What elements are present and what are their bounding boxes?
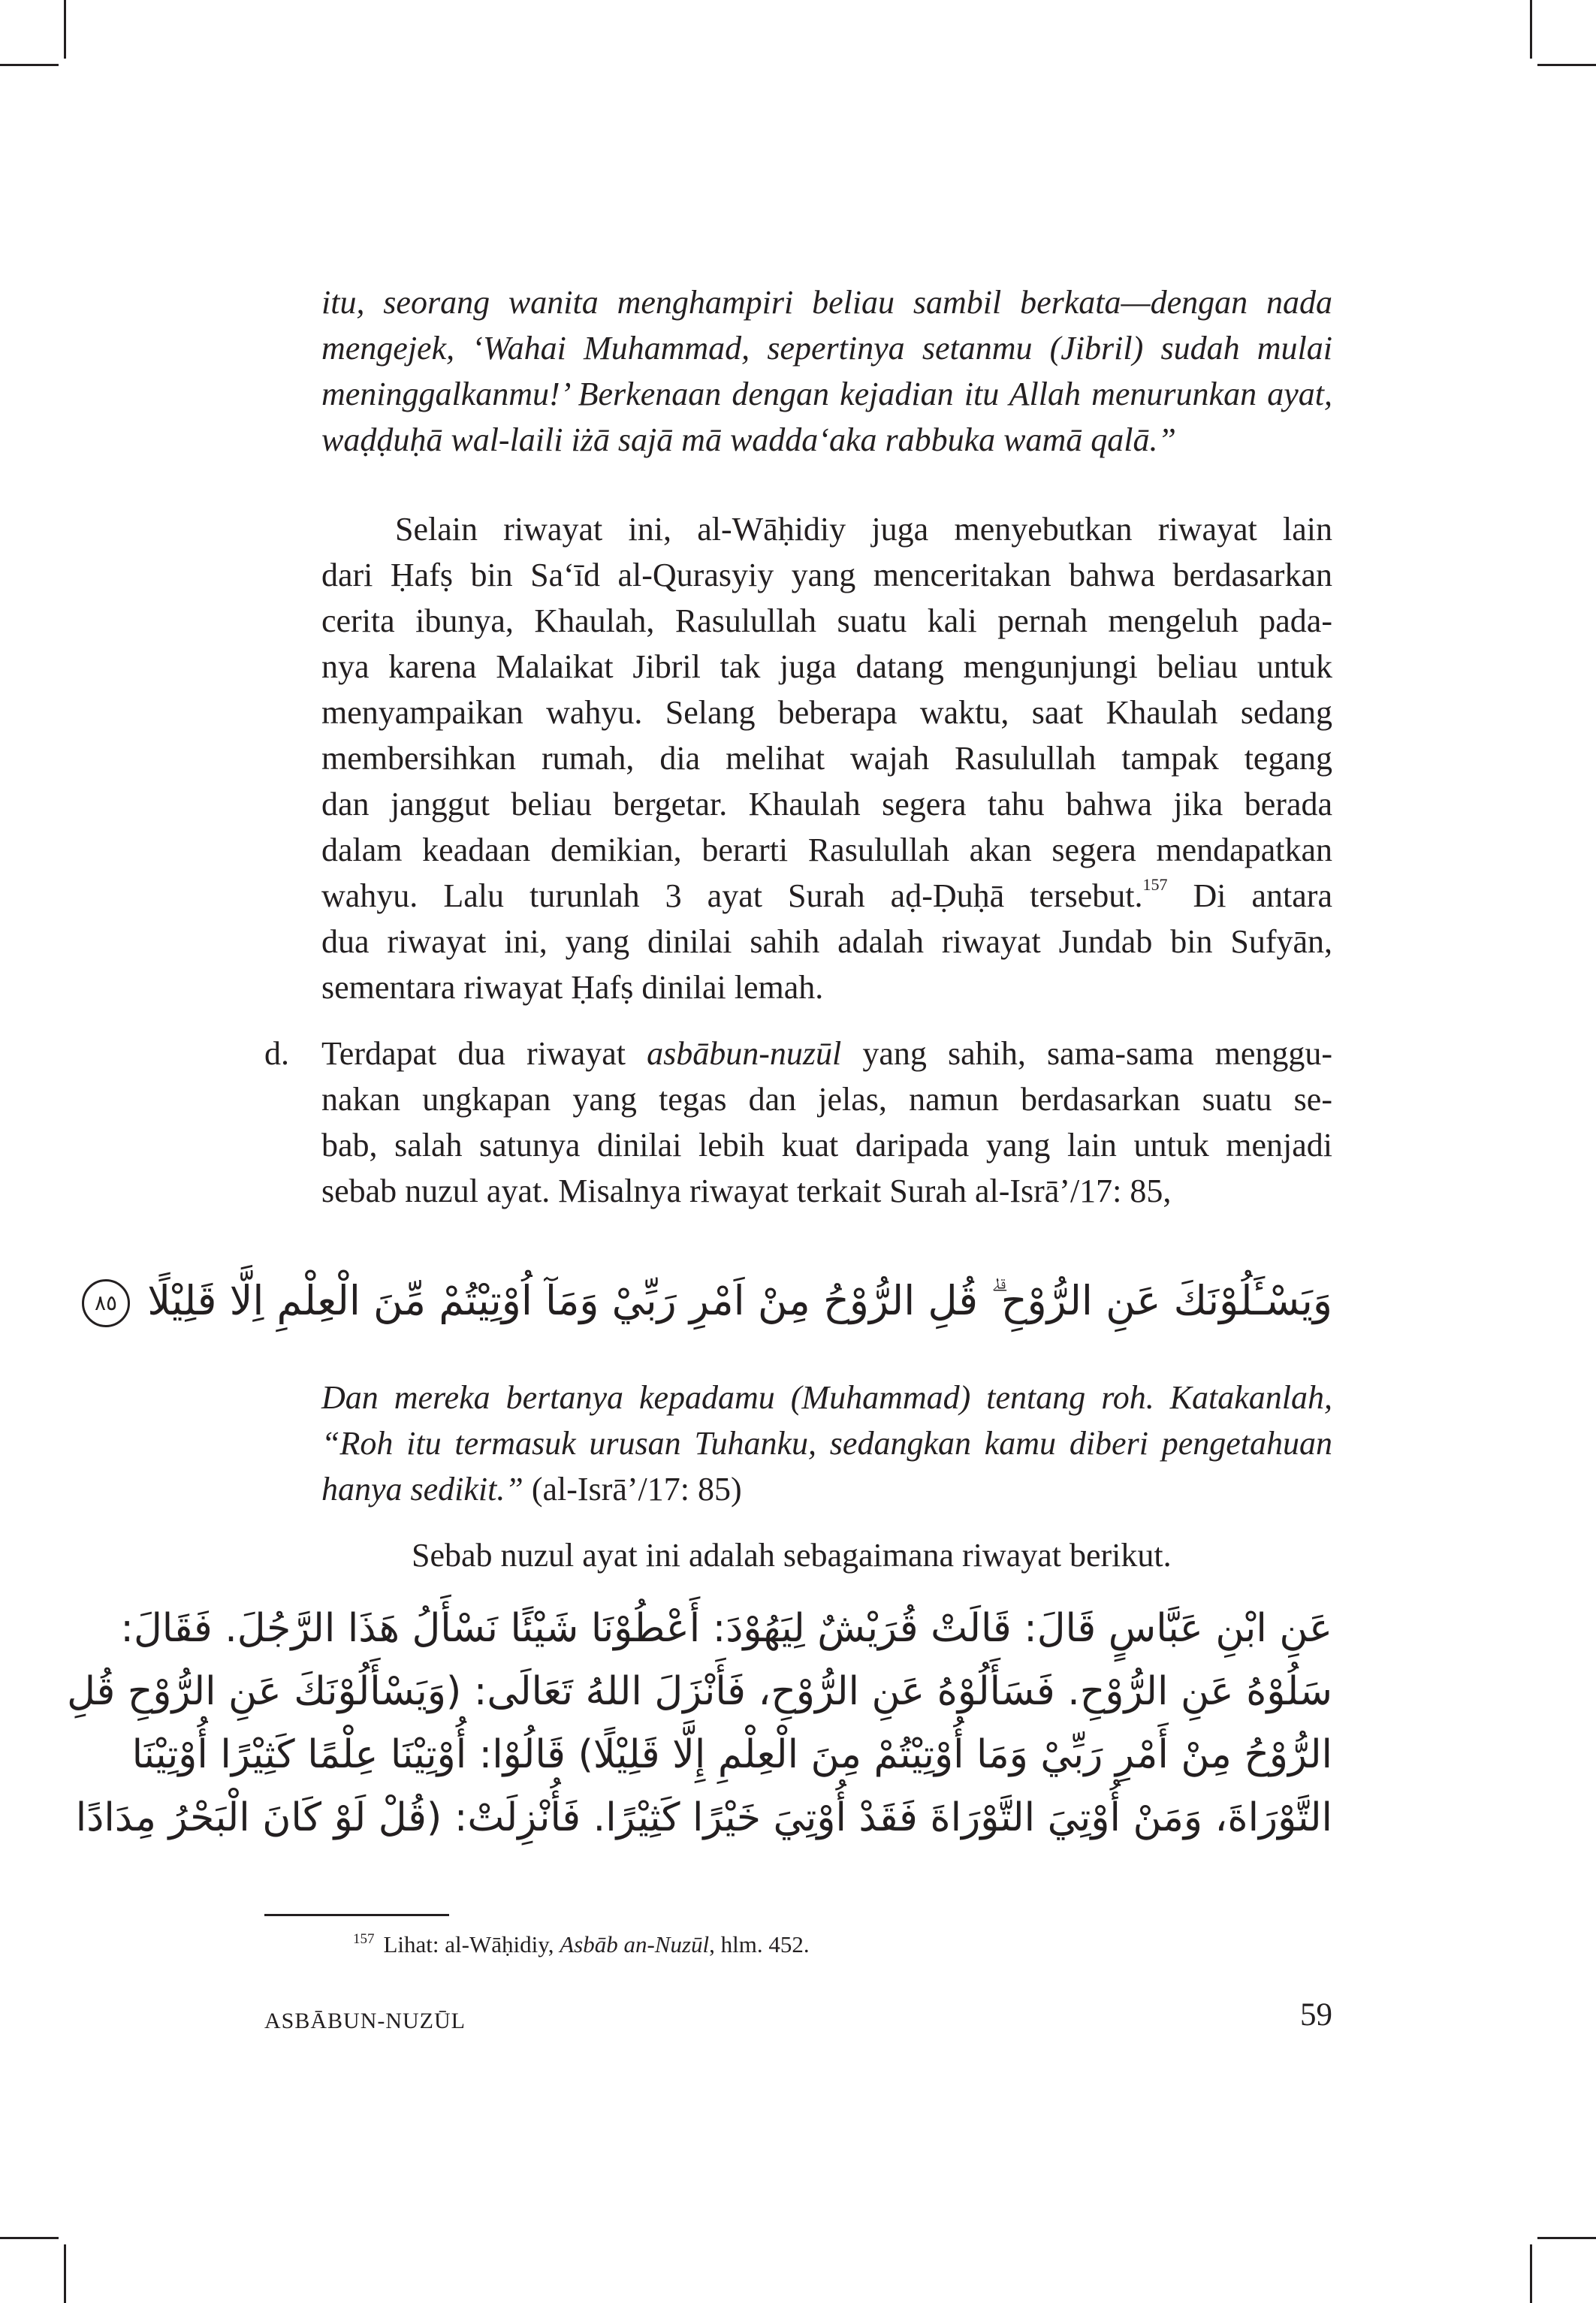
text-segment: Terdapat dua riwayat [321,1035,647,1072]
text-line: nakan ungkapan yang tegas dan jelas, namun berdasarkan suatu se- [321,1081,1332,1118]
verse-citation: (al-Isrā’/17: 85) [523,1471,742,1508]
italic-term: asbābun-nuzūl [647,1035,842,1072]
intro-sentence [321,1532,1332,1578]
arabic-line: عَنِ ابْنِ عَبَّاسٍ قَالَ: قَالَتْ قُرَيْشٌ لِيَهُوْدَ: أَعْطُوْنَا شَيْئًا نَسْأَلُ هَذَا الرَّجُلَ. فَقَالَ: [120,1606,1332,1651]
crop-mark [1537,2237,1596,2239]
text-line: Dan mereka bertanya kepadamu (Muhammad) tentang roh. Katakanlah, [321,1379,1332,1416]
list-item-d [321,1031,1332,1214]
text-line: menyampaikan wahyu. Selang beberapa waktu, saat Khaulah sedang [321,694,1332,731]
verse-text: وَيَسْـَٔلُوْنَكَ عَنِ الرُّوْحِ ۗ قُلِ الرُّوْحُ مِنْ اَمْرِ رَبِّيْ وَمَآ اُوْتِيْتُمْ مِّنَ الْعِلْمِ اِلَّا قَلِيْلًا [147,1277,1332,1324]
arabic-line: الرُّوْحُ مِنْ أَمْرِ رَبِّيْ وَمَا أُوْتِيْتُمْ مِنَ الْعِلْمِ إِلَّا قَلِيْلًا) قَالُوْا: أُوْتِيْنَا عِلْمًا كَثِيْرًا أُوْتِيْنَا [131,1732,1332,1777]
text-line: sementara riwayat Ḥafṣ dinilai lemah. [321,969,824,1006]
running-head: ASBĀBUN-NUZŪL [264,2009,466,2033]
footnote-text: Lihat: al-Wāḥidiy, [383,1931,560,1957]
quran-verse [94,1271,1332,1331]
text-line: mengejek, ‘Wahai Muhammad, sepertinya setanmu (Jibril) sudah mulai [321,330,1332,367]
crop-mark [1537,64,1596,66]
text-line: Sebab nuzul ayat ini adalah sebagaimana riwayat berikut. [412,1537,1172,1574]
text-line: dari Ḥafṣ bin Sa‘īd al-Qurasyiy yang menceritakan bahwa berdasarkan [321,557,1332,593]
text-line: cerita ibunya, Khaulah, Rasulullah suatu kali pernah mengeluh pada- [321,602,1332,639]
page-number: 59 [1300,1997,1332,2033]
body-paragraph [321,506,1332,1010]
crop-mark [0,2237,59,2239]
text-line: dan janggut beliau bergetar. Khaulah segera tahu bahwa jika berada [321,786,1332,822]
text-line: membersihkan rumah, dia melihat wajah Rasulullah tampak tegang [321,740,1332,777]
verse-translation [321,1375,1332,1512]
footnote-separator [264,1914,449,1916]
hadith-text [67,1597,1332,1849]
text-line: “Roh itu termasuk urusan Tuhanku, sedangkan kamu diberi pengetahuan [321,1425,1332,1462]
arabic-line: التَّوْرَاةَ، وَمَنْ أُوْتِيَ التَّوْرَاةَ فَقَدْ أُوْتِيَ خَيْرًا كَثِيْرًا. فَأُنْزِلَتْ: (قُلْ لَوْ كَانَ الْبَحْرُ مِدَادًا [75,1795,1332,1840]
text-line: bab, salah satunya dinilai lebih kuat daripada yang lain untuk menjadi [321,1127,1332,1164]
text-line: itu, seorang wanita menghampiri beliau sambil berkata—dengan nada [321,284,1332,321]
arabic-line: سَلُوْهُ عَنِ الرُّوْحِ. فَسَأَلُوْهُ عَنِ الرُّوْحِ، فَأَنْزَلَ اللهُ تَعَالَى: (وَيَسْأَلُوْنَكَ عَنِ الرُّوْحِ قُلِ [67,1669,1332,1714]
quote-paragraph [321,279,1332,463]
text-segment: hanya sedikit.” [321,1471,523,1508]
text-line [321,1031,1332,1076]
crop-mark [1530,0,1532,59]
text-line: sebab nuzul ayat. Misalnya riwayat terkait Surah al-Isrā’/17: 85, [321,1173,1172,1209]
crop-mark [64,2244,66,2303]
text-segment: wahyu. Lalu turunlah 3 ayat Surah aḍ-Ḍuḥā tersebut. [321,877,1143,914]
text-line: dua riwayat ini, yang dinilai sahih adalah riwayat Jundab bin Sufyān, [321,923,1332,960]
footnote [353,1924,810,1960]
text-line: Selain riwayat ini, al-Wāḥidiy juga menyebutkan riwayat lain [395,511,1332,548]
footnote-text: , hlm. 452. [709,1931,810,1957]
verse-number-marker: ٨٥ [82,1279,130,1327]
text-line: nya karena Malaikat Jibril tak juga datang mengunjungi beliau untuk [321,648,1332,685]
text-segment: Di antara [1167,877,1332,914]
crop-mark [1530,2244,1532,2303]
text-line: meninggalkanmu!’ Berkenaan dengan kejadian itu Allah menurunkan ayat, [321,376,1332,412]
footnote-title: Asbāb an-Nuzūl [560,1931,710,1957]
text-segment: yang sahih, sama-sama menggu- [841,1035,1333,1072]
footnote-reference[interactable]: 157 [1142,875,1168,894]
text-line: dalam keadaan demikian, berarti Rasulullah akan segera mendapatkan [321,832,1332,868]
text-line [321,1466,1332,1512]
text-line [321,873,1332,919]
crop-mark [64,0,66,59]
crop-mark [0,64,59,66]
text-line: waḍḍuḥā wal-laili iżā sajā mā wadda‘aka rabbuka wamā qalā.” [321,421,1176,458]
footnote-number: 157 [353,1931,375,1947]
list-marker: d. [264,1035,289,1072]
